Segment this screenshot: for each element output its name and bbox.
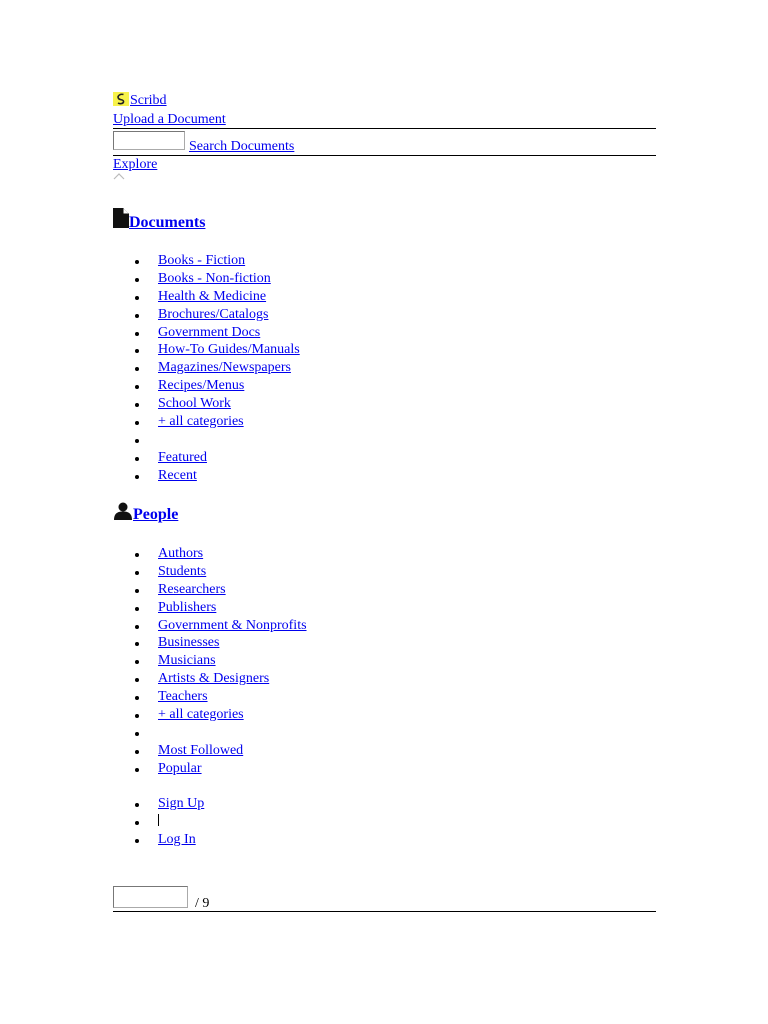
list-item xyxy=(113,813,204,831)
list-item xyxy=(113,599,307,617)
category-link-how-to-guides[interactable]: How-To Guides/Manuals xyxy=(158,342,300,358)
people-category-list xyxy=(113,545,307,778)
category-link-school-work[interactable]: School Work xyxy=(158,396,231,412)
list-item xyxy=(113,652,307,670)
list-item xyxy=(113,359,300,377)
list-item xyxy=(113,670,307,688)
list-item xyxy=(113,545,307,563)
page-number-input[interactable] xyxy=(113,886,188,908)
documents-category-list xyxy=(113,252,300,485)
list-item xyxy=(113,270,300,288)
category-link-books-fiction[interactable]: Books - Fiction xyxy=(158,253,246,268)
list-item xyxy=(113,617,307,635)
person-icon xyxy=(113,502,133,520)
most-followed-link[interactable]: Most Followed xyxy=(158,742,244,758)
category-link-brochures-catalogs[interactable]: Brochures/Catalogs xyxy=(158,306,269,322)
documents-link[interactable]: Documents xyxy=(129,214,206,231)
category-link-government-docs[interactable]: Government Docs xyxy=(158,324,261,340)
search-documents-link[interactable]: Search Documents xyxy=(189,139,295,154)
people-link-researchers[interactable]: Researchers xyxy=(158,581,226,597)
divider xyxy=(113,155,656,156)
people-all-categories-link[interactable]: + all categories xyxy=(158,707,244,723)
logo-row xyxy=(113,92,167,110)
separator xyxy=(158,814,159,826)
category-link-books-non-fiction[interactable]: Books - Non-fiction xyxy=(158,270,271,286)
people-heading xyxy=(113,502,178,524)
popular-link[interactable]: Popular xyxy=(158,760,202,776)
list-item xyxy=(113,341,300,359)
people-link-students[interactable]: Students xyxy=(158,563,207,579)
list-item xyxy=(113,324,300,342)
list-item xyxy=(113,706,307,724)
list-item-empty xyxy=(113,431,300,449)
people-link-musicians[interactable]: Musicians xyxy=(158,653,216,669)
list-item-empty xyxy=(113,724,307,742)
all-categories-link[interactable]: + all categories xyxy=(158,414,244,430)
list-item xyxy=(113,634,307,652)
sign-up-link[interactable]: Sign Up xyxy=(158,796,205,811)
list-item xyxy=(113,413,300,431)
list-item xyxy=(113,306,300,324)
people-link-government-nonprofits[interactable]: Government & Nonprofits xyxy=(158,617,307,633)
upload-document-link[interactable]: Upload a Document xyxy=(113,112,226,127)
category-link-magazines-newspapers[interactable]: Magazines/Newspapers xyxy=(158,360,291,376)
list-item xyxy=(113,563,307,581)
list-item xyxy=(113,795,204,813)
list-item xyxy=(113,449,300,467)
upload-row xyxy=(113,111,226,129)
explore-link[interactable]: Explore xyxy=(113,157,158,172)
list-item xyxy=(113,395,300,413)
list-item xyxy=(113,467,300,485)
divider xyxy=(113,911,656,912)
people-link-businesses[interactable]: Businesses xyxy=(158,635,220,651)
people-link-teachers[interactable]: Teachers xyxy=(158,689,208,705)
category-link-health-medicine[interactable]: Health & Medicine xyxy=(158,288,267,304)
list-item xyxy=(113,377,300,395)
people-link-publishers[interactable]: Publishers xyxy=(158,599,217,615)
list-item xyxy=(113,742,307,760)
account-list xyxy=(113,795,204,849)
divider xyxy=(113,128,656,129)
scribd-logo-link[interactable]: Scribd xyxy=(130,93,167,108)
documents-heading xyxy=(113,208,205,230)
log-in-link[interactable]: Log In xyxy=(158,831,196,847)
scribd-logo-icon[interactable] xyxy=(113,92,129,106)
list-item xyxy=(113,760,307,778)
document-icon xyxy=(113,208,129,228)
category-link-recipes-menus[interactable]: Recipes/Menus xyxy=(158,378,245,394)
people-link-authors[interactable]: Authors xyxy=(158,546,204,561)
list-item xyxy=(113,581,307,599)
list-item xyxy=(113,831,204,849)
featured-link[interactable]: Featured xyxy=(158,449,207,465)
page-total: / 9 xyxy=(195,896,210,911)
recent-link[interactable]: Recent xyxy=(158,467,197,483)
list-item xyxy=(113,688,307,706)
people-link[interactable]: People xyxy=(133,506,179,523)
search-input[interactable] xyxy=(113,131,185,150)
list-item xyxy=(113,252,300,270)
caret-up-icon xyxy=(113,172,125,180)
list-item xyxy=(113,288,300,306)
people-link-artists-designers[interactable]: Artists & Designers xyxy=(158,671,270,687)
